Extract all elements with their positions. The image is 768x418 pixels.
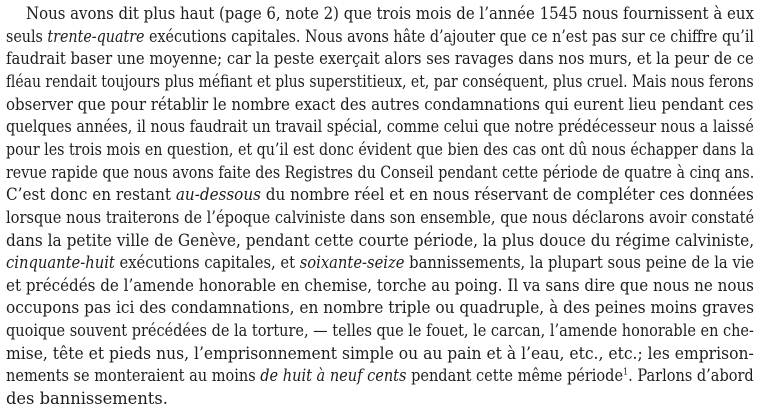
text-line — [6, 138, 754, 161]
text-run: seuls — [6, 26, 48, 46]
italic-phrase: cinquante-huit — [6, 253, 115, 273]
text-run: nements se monteraient au moins — [6, 366, 261, 386]
text-run: dans la petite ville de Genève, pendant cette courte période, la plus douce du régime calviniste, — [6, 230, 755, 250]
text-run: . Parlons d’abord — [628, 366, 754, 386]
text-line — [6, 161, 754, 184]
text-run: fléau rendait toujours plus méfiant et plus superstitieux, et, par conséquent, plus cruel. Mais nous ferons — [6, 71, 754, 91]
text-run: quelques années, il nous faudrait un travail spécial, comme celui que notre prédécesseur nous a laissé — [6, 117, 754, 137]
text-line — [6, 206, 754, 229]
text-line — [6, 296, 754, 319]
text-run: du nombre réel et en nous réservant de compléter ces données — [260, 185, 754, 205]
text-line — [6, 25, 754, 48]
text-run: C’est donc en restant — [6, 185, 176, 205]
text-line — [6, 183, 754, 206]
text-line — [6, 251, 754, 274]
text-line — [6, 47, 754, 70]
italic-phrase: trente-quatre — [47, 26, 145, 46]
text-run: lorsque nous traiterons de l’époque calviniste dans son ensemble, que nous déclarons avoir constaté — [6, 207, 755, 227]
text-line — [26, 2, 754, 25]
text-run: revue rapide que nous avons faite des Registres du Conseil pendant cette période de quatre à cinq ans. — [6, 162, 755, 182]
text-line — [6, 229, 754, 252]
text-line — [6, 319, 754, 342]
text-run: pendant cette même période — [406, 366, 624, 386]
text-run: faudrait baser une moyenne; car la peste exerçait alors ses ravages dans nos murs, et la peur de ce — [6, 49, 754, 69]
text-line — [6, 115, 754, 138]
text-run: mise, tête et pieds nus, l’emprisonnement simple ou au pain et à l’eau, etc., etc.; les emprison- — [6, 343, 754, 363]
text-run: et précédés de l’amende honorable en chemise, torche au poing. Il va sans dire que nous ne nous — [6, 275, 754, 295]
text-run: bannissements, la plupart sous peine de la vie — [404, 253, 755, 273]
text-run: occupons pas ici des condamnations, en nombre triple ou quadruple, à des peines moins graves — [6, 298, 754, 318]
italic-phrase: de huit à neuf cents — [260, 366, 407, 386]
text-run: quoique souvent précédées de la torture, — telles que le fouet, le carcan, l’amende honorable en che- — [6, 321, 754, 341]
document-page — [6, 0, 758, 418]
text-line — [6, 387, 168, 410]
text-line — [6, 364, 754, 387]
text-run: des bannissements. — [6, 389, 168, 409]
text-line — [6, 274, 754, 297]
text-line — [6, 93, 754, 116]
footnote-marker: 1 — [623, 367, 629, 378]
text-run: exécutions capitales, et — [114, 253, 300, 273]
text-line — [6, 70, 754, 93]
text-run: observer que pour rétablir le nombre exact des autres condamnations qui eurent lieu pendant ces — [6, 94, 754, 114]
italic-phrase: au-dessous — [175, 185, 261, 205]
text-line — [6, 342, 754, 365]
text-run: pour les trois mois en question, et qu’il est donc évident que bien des cas ont dû nous échapper dans la — [6, 139, 754, 159]
italic-phrase: soixante-seize — [299, 253, 405, 273]
text-run: exécutions capitales. Nous avons hâte d’ajouter que ce n’est pas sur ce chiffre qu’il — [144, 26, 754, 46]
text-run: Nous avons dit plus haut (page 6, note 2) que trois mois de l’année 1545 nous fournissent à eux — [26, 4, 754, 23]
